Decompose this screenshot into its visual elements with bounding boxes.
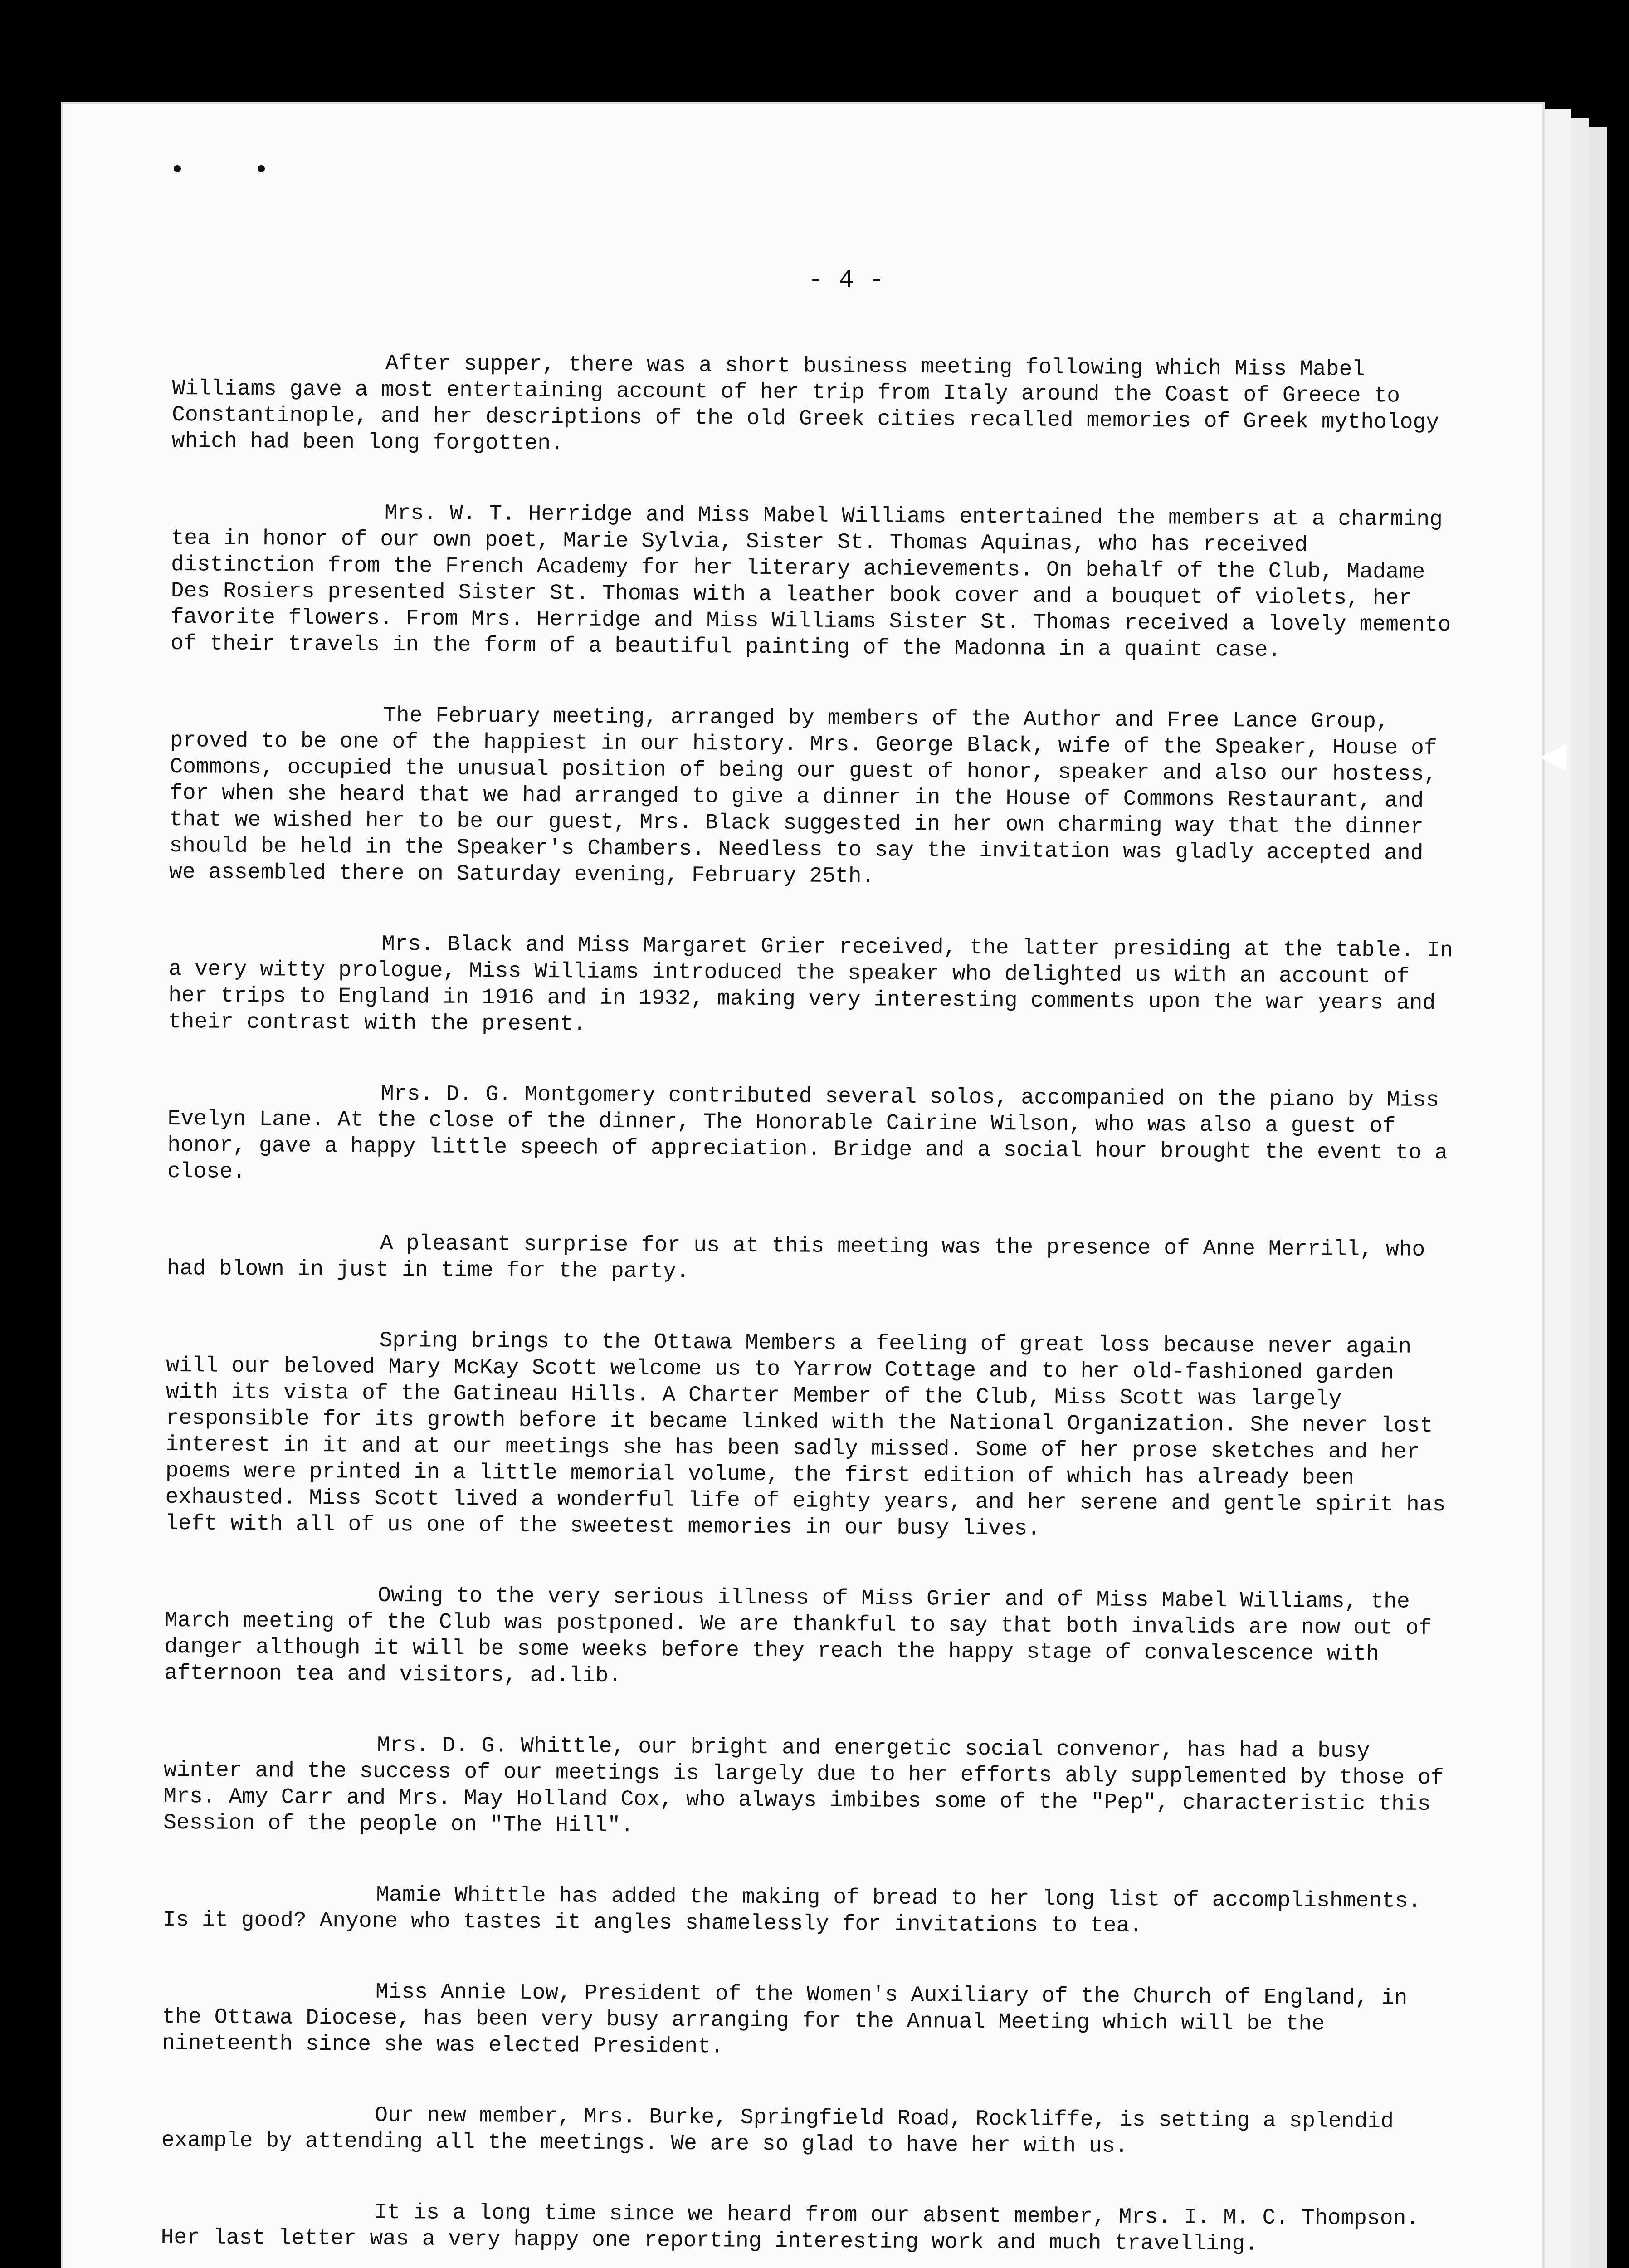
paragraph: The February meeting, arranged by members of the Author and Free Lance Group, proved to be one of the happiest in our history. Mrs. George Black, wife of the Speaker, House of Commons, occupied the unusual position of being our guest of honor, speaker and also our hostess, for when she heard that we had arranged to give a dinner in the House of Commons Restaurant, and that we wished her to be our guest, Mrs. Black suggested in her own charming way that the dinner should be held in the Speaker's Chambers. Needless to say the invitation was gladly accepted and we assembled there on Saturday evening, February 25th. [169,703,1437,889]
paragraph: Owing to the very serious illness of Miss Grier and of Miss Mabel Williams, the March meeting of the Club was postponed. We are thankful to say that both invalids are now out of danger although it will be some weeks before they reach the happy stage of convalescence with afternoon tea and visitors, ad.lib. [164,1583,1432,1689]
paragraph: Mamie Whittle has added the making of bread to her long list of accomplishments. Is it good? Anyone who tastes it angles shamelessly for invitations to tea. [162,1882,1421,1939]
paragraph: A pleasant surprise for us at this meeting was the presence of Anne Merrill, who had blown in just in time for the party. [166,1231,1425,1284]
punch-hole-dot [258,165,265,172]
paragraph: Mrs. W. T. Herridge and Miss Mabel Williams entertained the members at a charming tea in honor of our own poet, Marie Sylvia, Sister St. Thomas Aquinas, who has received distinction from the French Academy for her literary achievements. On behalf of the Club, Madame Des Rosiers presented Sister St. Thomas with a leather book cover and a bouquet of violets, her favorite flowers. From Mrs. Herridge and Miss Williams Sister St. Thomas received a lovely memento of their travels in the form of a beautiful painting of the Madonna in a quaint case. [170,501,1451,663]
paragraph: Our new member, Mrs. Burke, Springfield Road, Rockliffe, is setting a splendid example by attending all the meetings. We are so glad to have her with us. [161,2103,1394,2159]
paragraph: Mrs. D. G. Montgomery contributed several solos, accompanied on the piano by Miss Evelyn Lane. At the close of the dinner, The Honorable Cairine Wilson, who was also a guest of honor, gave a happy little speech of appreciation. Bridge and a social hour brought the event to a close. [167,1081,1448,1185]
paragraph: Mrs. Black and Miss Margaret Grier received, the latter presiding at the table. In a very witty prologue, Miss Williams introduced the speaker who delighted us with an account of her trips to England in 1916 and in 1932, making very interesting comments upon the war years and their contrast with the present. [168,932,1453,1037]
page-tab-marker [1540,744,1567,771]
paragraph: After supper, there was a short business meeting following which Miss Mabel Williams gave a most entertaining account of her trip from Italy around the Coast of Greece to Constantinople, and her descriptions of the old Greek cities recalled memories of Greek mythology which had been long forgotten. [171,351,1439,456]
paragraph: Miss Annie Low, President of the Women's Auxiliary of the Church of England, in the Ottawa Diocese, has been very busy arranging for the Annual Meeting which will be the nineteenth since she was elected President. [162,1980,1408,2059]
document-body [161,349,1460,2268]
page-number: - 4 - [808,265,885,294]
paragraph: Mrs. D. G. Whittle, our bright and energetic social convenor, has had a busy winter and the success of our meetings is largely due to her efforts ably supplemented by those of Mrs. Amy Carr and Mrs. May Holland Cox, who always imbibes some of the "Pep", characteristic this Session of the people on "The Hill". [163,1733,1444,1838]
paragraph: It is a long time since we heard from our absent member, Mrs. I. M. C. Thompson. Her last letter was a very happy one reporting interesting work and much travelling. [161,2200,1419,2257]
paragraph: Spring brings to the Ottawa Members a feeling of great loss because never again will our beloved Mary McKay Scott welcome us to Yarrow Cottage and to her old-fashioned garden with its vista of the Gatineau Hills. A Charter Member of the Club, Miss Scott was largely responsible for its growth before it became linked with the National Organization. She never lost interest in it and at our meetings she has been sadly missed. Some of her prose sketches and her poems were printed in a little memorial volume, the first edition of which has already been exhausted. Miss Scott lived a wonderful life of eighty years, and her serene and gentle spirit has left with all of us one of the sweetest memories in our busy lives. [165,1328,1446,1541]
punch-hole-dot [174,165,181,172]
